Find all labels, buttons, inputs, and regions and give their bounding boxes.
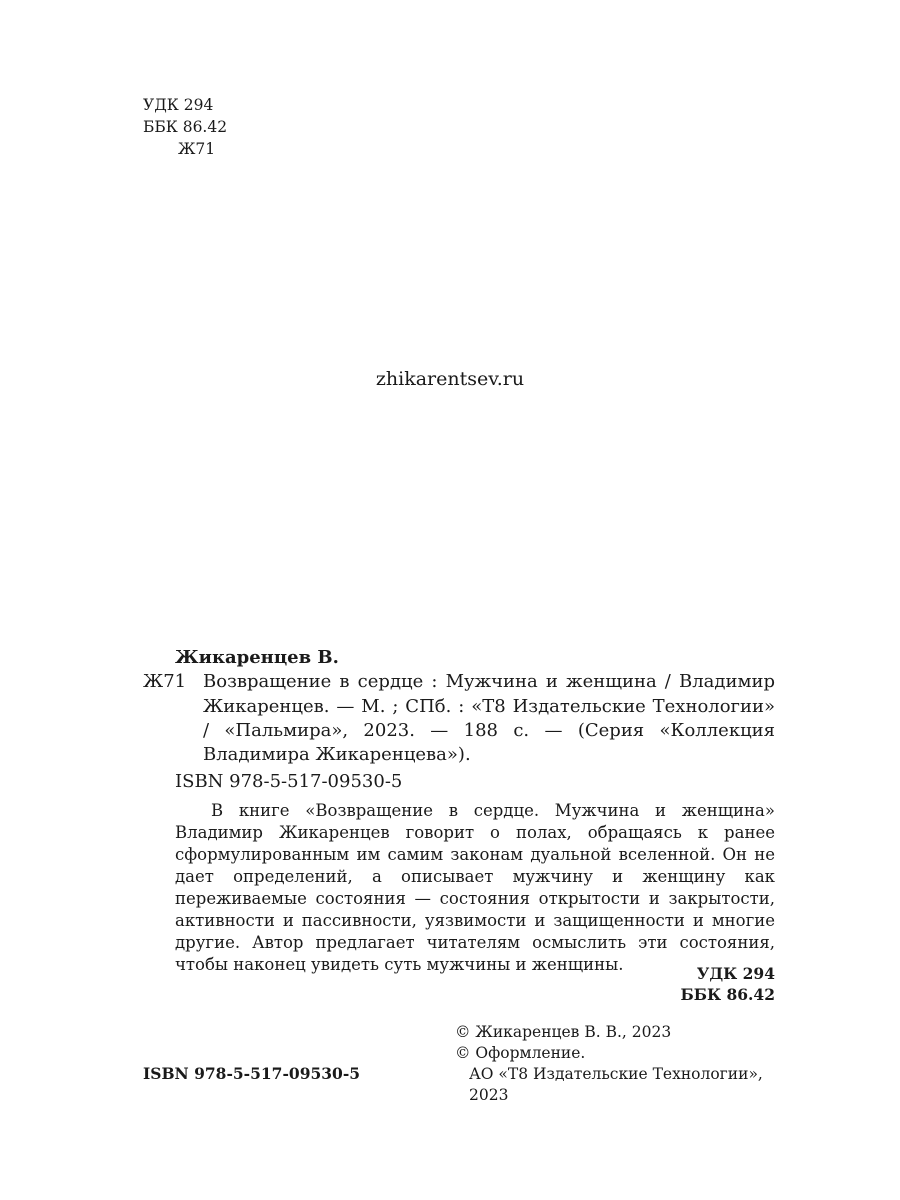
card-description: Возвращение в сердце : Мужчина и женщина / Владимир Жикаренцев. — М. ; СПб. : «Т8 Издательские Технологии» / «Пальмира», 2023. — 188 с. — (Серия «Коллекция Владимира Жикаренцева»).	[203, 671, 775, 766]
bottom-udk-code: УДК 294	[696, 964, 775, 983]
copyright-publisher: АО «Т8 Издательские Технологии», 2023	[469, 1065, 763, 1104]
card-author: Жикаренцев В.	[175, 647, 339, 668]
website-address: zhikarentsev.ru	[375, 368, 525, 390]
bibliographic-card	[143, 646, 775, 795]
copyright-block	[455, 1022, 775, 1106]
bbk-code: ББК 86.42	[143, 118, 228, 136]
card-author-sign: Ж71	[143, 671, 187, 693]
card-isbn: ISBN 978-5-517-09530-5	[175, 771, 403, 793]
udk-code: УДК 294	[143, 96, 214, 114]
bottom-classification-codes	[600, 963, 775, 1005]
author-sign: Ж71	[178, 140, 216, 158]
copyright-author: © Жикаренцев В. В., 2023	[455, 1023, 672, 1041]
top-classification-codes	[143, 94, 227, 160]
isbn-bottom: ISBN 978-5-517-09530-5	[143, 1064, 361, 1083]
bottom-bbk-code: ББК 86.42	[680, 985, 775, 1004]
annotation-paragraph: В книге «Возвращение в сердце. Мужчина и женщина» Владимир Жикаренцев говорит о полах, обращаясь к ранее сформулированным им самим законам дуальной вселенной. Он не дает определений, а описывает мужчину и женщину как переживаемые состояния — состояния открытости и закрытости, активности и пассивности, уязвимости и защищенности и многие другие. Автор предлагает читателям осмыслить эти состояния, чтобы наконец увидеть суть мужчины и женщины.	[175, 801, 775, 974]
copyright-design: © Оформление.	[455, 1044, 586, 1062]
card-body	[143, 670, 775, 767]
